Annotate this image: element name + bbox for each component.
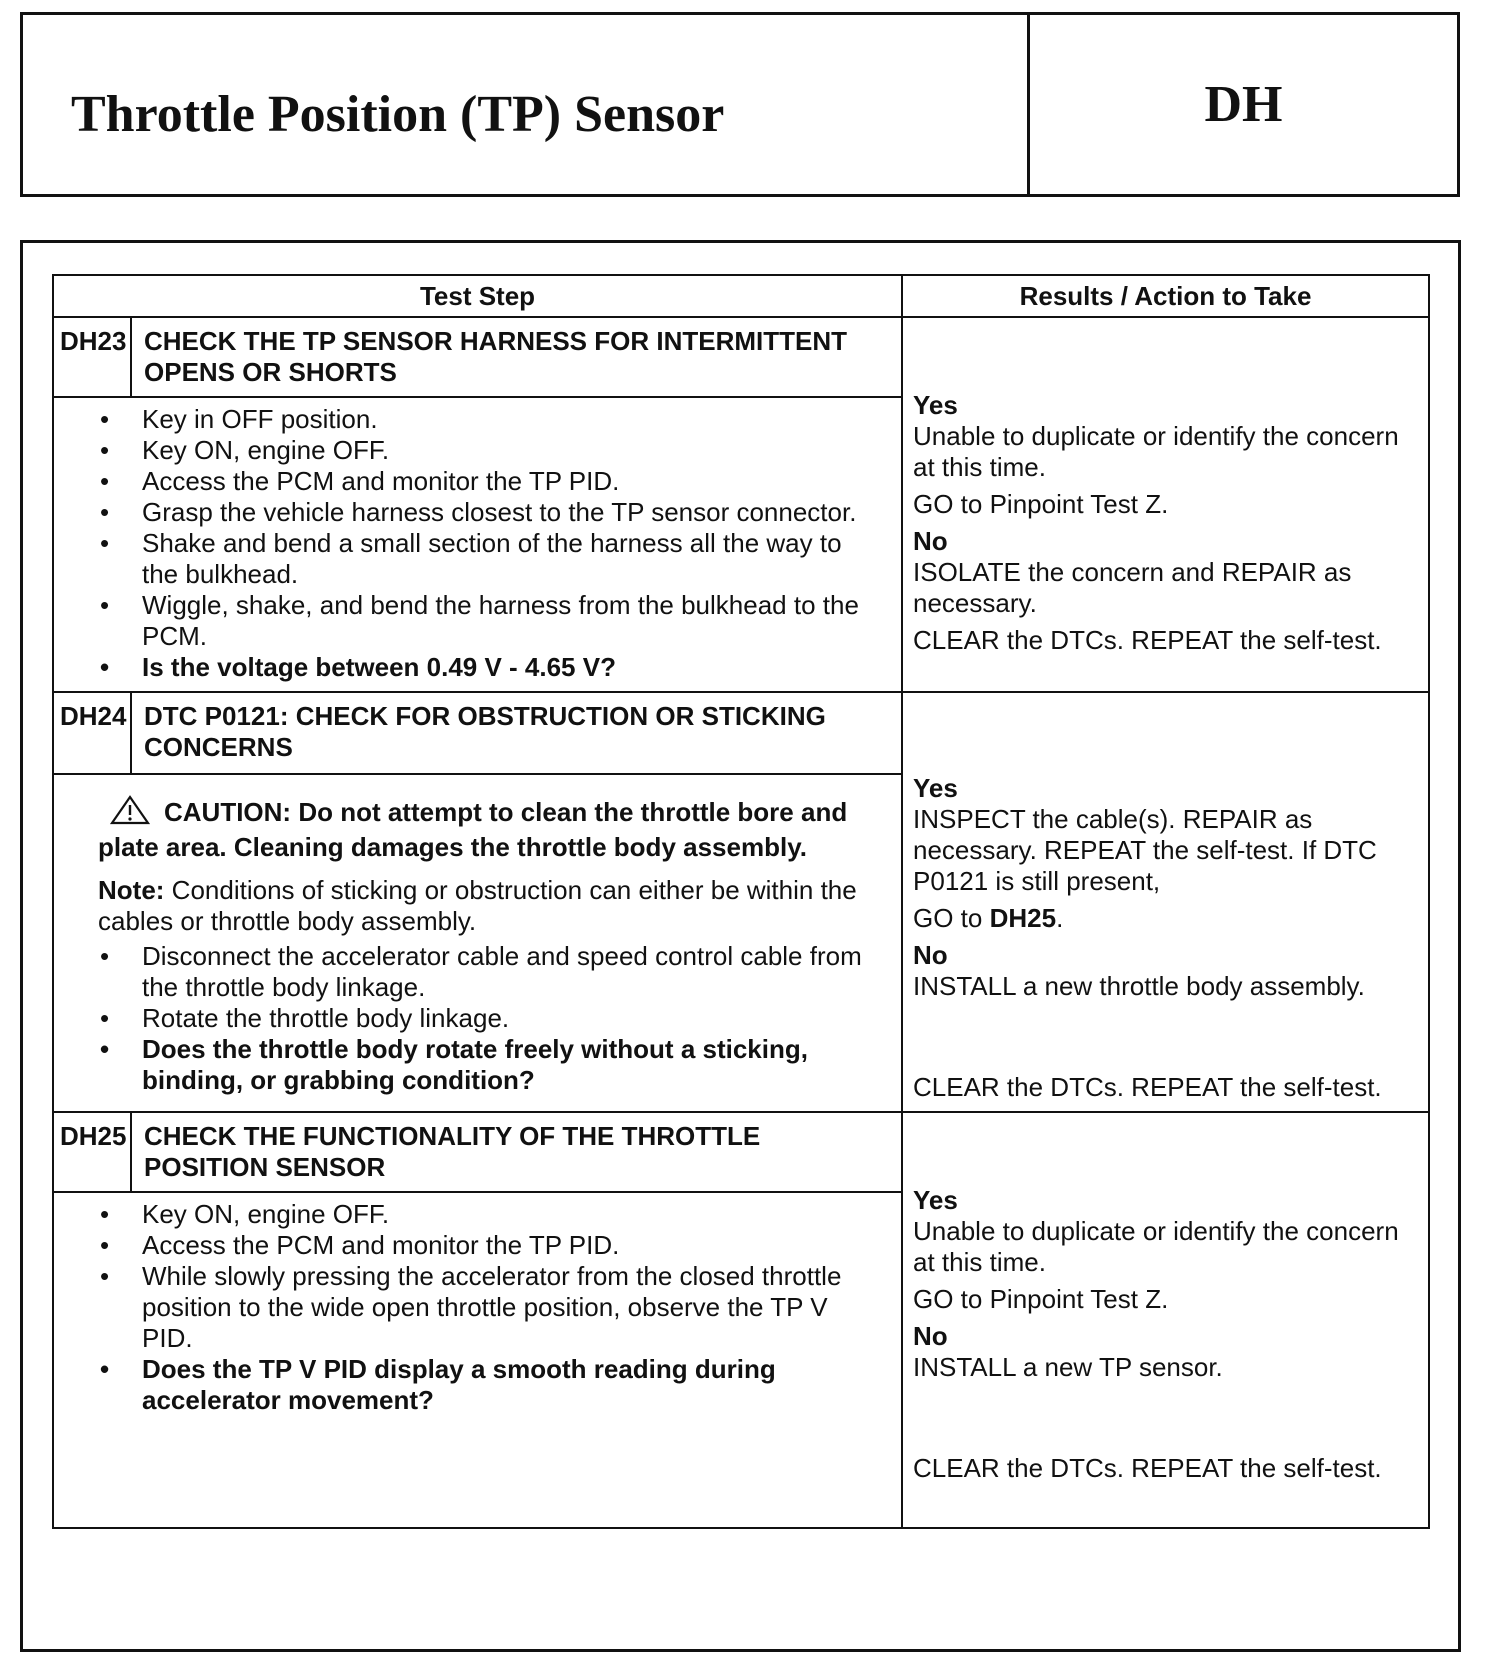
yes-action-prefix: GO to xyxy=(913,903,983,933)
test-step-table xyxy=(52,274,1430,1529)
yes-text: INSPECT the cable(s). REPAIR as necessary. REPEAT the self-test. If DTC P0121 is still present, xyxy=(913,804,1377,896)
step-reference-link[interactable]: DH25 xyxy=(989,903,1057,933)
no-text: INSTALL a new throttle body assembly. xyxy=(913,971,1365,1001)
list-item: • Access the PCM and monitor the TP PID. xyxy=(142,466,877,497)
step-title: CHECK THE FUNCTIONALITY OF THE THROTTLE POSITION SENSOR xyxy=(131,1112,902,1192)
yes-action: GO to Pinpoint Test Z. xyxy=(913,489,1169,519)
step-question: • Is the voltage between 0.49 V - 4.65 V? xyxy=(142,652,877,683)
step-body xyxy=(53,1192,902,1528)
caution-message xyxy=(98,795,877,863)
caution-text: CAUTION: Do not attempt to clean the throttle bore and plate area. Cleaning damages the throttle body assembly. xyxy=(98,796,848,862)
step-title: CHECK THE TP SENSOR HARNESS FOR INTERMITTENT OPENS OR SHORTS xyxy=(131,317,902,397)
step-question: • Does the TP V PID display a smooth reading during accelerator movement? xyxy=(142,1354,877,1416)
yes-label: Yes xyxy=(913,1185,958,1215)
note xyxy=(98,875,877,937)
yes-label: Yes xyxy=(913,773,958,803)
no-text: INSTALL a new TP sensor. xyxy=(913,1352,1223,1382)
no-text: ISOLATE the concern and REPAIR as necessary. xyxy=(913,557,1352,618)
step-title: DTC P0121: CHECK FOR OBSTRUCTION OR STICKING CONCERNS xyxy=(131,692,902,774)
yes-action: GO to Pinpoint Test Z. xyxy=(913,1284,1169,1314)
step-title-row xyxy=(53,692,1429,774)
yes-action: GO to DH25. xyxy=(913,903,1064,933)
list-item: • While slowly pressing the accelerator from the closed throttle position to the wide open throttle position, observe the TP V PID. xyxy=(142,1261,877,1354)
no-action: CLEAR the DTCs. REPEAT the self-test. xyxy=(913,1072,1382,1102)
step-title-row xyxy=(53,1112,1429,1192)
no-action: CLEAR the DTCs. REPEAT the self-test. xyxy=(913,1453,1382,1483)
step-body xyxy=(53,774,902,1112)
list-item: • Rotate the throttle body linkage. xyxy=(142,1003,877,1034)
warning-triangle-icon xyxy=(110,795,150,832)
header-box xyxy=(20,12,1460,197)
step-id: DH25 xyxy=(53,1112,131,1192)
section-code: DH xyxy=(1204,76,1283,133)
list-item: • Grasp the vehicle harness closest to the TP sensor connector. xyxy=(142,497,877,528)
list-item: • Key ON, engine OFF. xyxy=(142,1199,877,1230)
list-item: • Key ON, engine OFF. xyxy=(142,435,877,466)
col-header-test-step: Test Step xyxy=(53,275,902,317)
no-label: No xyxy=(913,526,948,556)
note-text: Conditions of sticking or obstruction can either be within the cables or throttle body assembly. xyxy=(98,874,857,936)
list-item: • Shake and bend a small section of the harness all the way to the bulkhead. xyxy=(142,528,877,590)
step-body xyxy=(53,397,902,692)
yes-text: Unable to duplicate or identify the concern at this time. xyxy=(913,1216,1399,1277)
step-results xyxy=(902,692,1429,1112)
list-item: • Key in OFF position. xyxy=(142,404,877,435)
no-label: No xyxy=(913,940,948,970)
list-item: • Disconnect the accelerator cable and speed control cable from the throttle body linkage. xyxy=(142,941,877,1003)
col-header-results: Results / Action to Take xyxy=(902,275,1429,317)
note-label: Note: xyxy=(98,874,165,905)
step-id: DH23 xyxy=(53,317,131,397)
list-item: • Access the PCM and monitor the TP PID. xyxy=(142,1230,877,1261)
step-results xyxy=(902,317,1429,692)
yes-text: Unable to duplicate or identify the concern at this time. xyxy=(913,421,1399,482)
step-results xyxy=(902,1112,1429,1528)
page-title: Throttle Position (TP) Sensor xyxy=(71,86,725,143)
no-action: CLEAR the DTCs. REPEAT the self-test. xyxy=(913,625,1382,655)
step-id: DH24 xyxy=(53,692,131,774)
table-header-row xyxy=(53,275,1429,317)
list-item: • Wiggle, shake, and bend the harness from the bulkhead to the PCM. xyxy=(142,590,877,652)
step-question: • Does the throttle body rotate freely without a sticking, binding, or grabbing condition? xyxy=(142,1034,877,1096)
step-title-row xyxy=(53,317,1429,397)
no-label: No xyxy=(913,1321,948,1351)
yes-label: Yes xyxy=(913,390,958,420)
